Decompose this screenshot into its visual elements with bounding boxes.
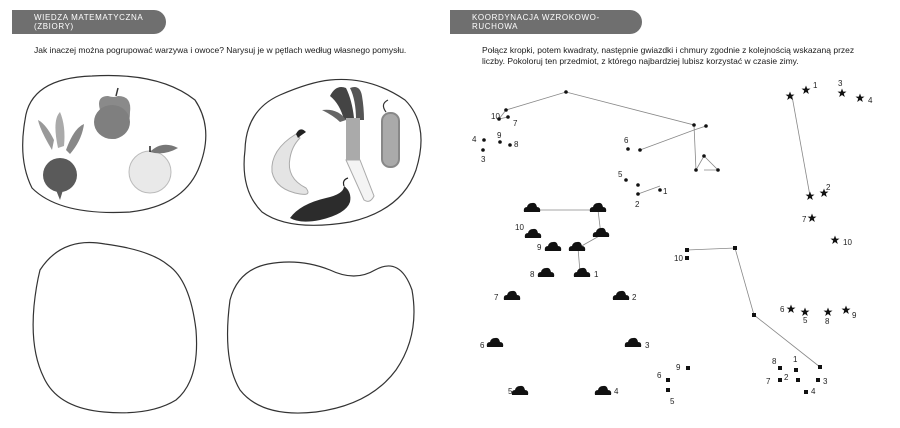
svg-text:5: 5 xyxy=(803,316,808,325)
svg-text:5: 5 xyxy=(508,387,513,396)
svg-text:5: 5 xyxy=(670,397,675,406)
instruction-text: Jak inaczej można pogrupować warzywa i owoce? Narysuj je w pętlach według własnego pomysłu. xyxy=(34,45,407,55)
svg-text:2: 2 xyxy=(826,183,831,192)
svg-text:7: 7 xyxy=(802,215,807,224)
svg-text:7: 7 xyxy=(766,377,771,386)
svg-text:10: 10 xyxy=(674,254,683,263)
svg-text:6: 6 xyxy=(624,136,629,145)
svg-text:10: 10 xyxy=(515,223,524,232)
svg-text:4: 4 xyxy=(472,135,477,144)
svg-text:9: 9 xyxy=(676,363,681,372)
svg-text:6: 6 xyxy=(480,341,485,350)
svg-text:4: 4 xyxy=(868,96,873,105)
svg-text:2: 2 xyxy=(784,373,789,382)
svg-text:9: 9 xyxy=(497,131,502,140)
svg-text:3: 3 xyxy=(645,341,650,350)
dot-puzzle-a xyxy=(499,92,718,194)
svg-text:9: 9 xyxy=(537,243,542,252)
cucumber-icon xyxy=(381,100,400,168)
svg-text:8: 8 xyxy=(825,317,830,326)
svg-text:9: 9 xyxy=(852,311,857,320)
section-tab-label: WIEDZA MATEMATYCZNA (ZBIORY) xyxy=(34,13,143,31)
svg-text:4: 4 xyxy=(614,387,619,396)
svg-text:6: 6 xyxy=(780,305,785,314)
cloud-puzzle xyxy=(487,203,641,395)
svg-text:8: 8 xyxy=(530,270,535,279)
square-puzzle xyxy=(666,246,822,394)
banana-icon xyxy=(272,129,308,194)
svg-text:1: 1 xyxy=(813,81,818,90)
svg-text:7: 7 xyxy=(494,293,499,302)
svg-text:8: 8 xyxy=(514,140,519,149)
svg-text:4: 4 xyxy=(811,387,816,396)
svg-text:10: 10 xyxy=(491,112,500,121)
set-loop-empty-2[interactable] xyxy=(228,262,414,413)
instruction-text: Połącz kropki, potem kwadraty, następnie gwiazdki i chmury zgodnie z kolejnością wskazaną przez liczby. Pokoloruj ten przedmiot, z którego najbardziej lubisz korzystać w czasie zimy. xyxy=(482,45,855,66)
svg-text:3: 3 xyxy=(823,377,828,386)
set-loop-empty-1[interactable] xyxy=(33,242,196,412)
section-tab-label: KOORDYNACJA WZROKOWO-RUCHOWA xyxy=(472,13,600,31)
apple-icon xyxy=(94,88,130,139)
svg-text:2: 2 xyxy=(635,200,640,209)
svg-text:8: 8 xyxy=(772,357,777,366)
svg-text:1: 1 xyxy=(793,355,798,364)
svg-text:1: 1 xyxy=(594,270,599,279)
beetroot-icon xyxy=(38,112,84,200)
svg-text:6: 6 xyxy=(657,371,662,380)
svg-text:2: 2 xyxy=(632,293,637,302)
svg-text:10: 10 xyxy=(843,238,852,247)
leek-icon xyxy=(322,87,374,201)
svg-text:1: 1 xyxy=(663,187,668,196)
svg-text:7: 7 xyxy=(513,119,518,128)
orange-icon xyxy=(129,145,178,193)
svg-text:3: 3 xyxy=(838,79,843,88)
svg-text:5: 5 xyxy=(618,170,623,179)
svg-text:3: 3 xyxy=(481,155,486,164)
star-puzzle-a xyxy=(786,86,865,317)
